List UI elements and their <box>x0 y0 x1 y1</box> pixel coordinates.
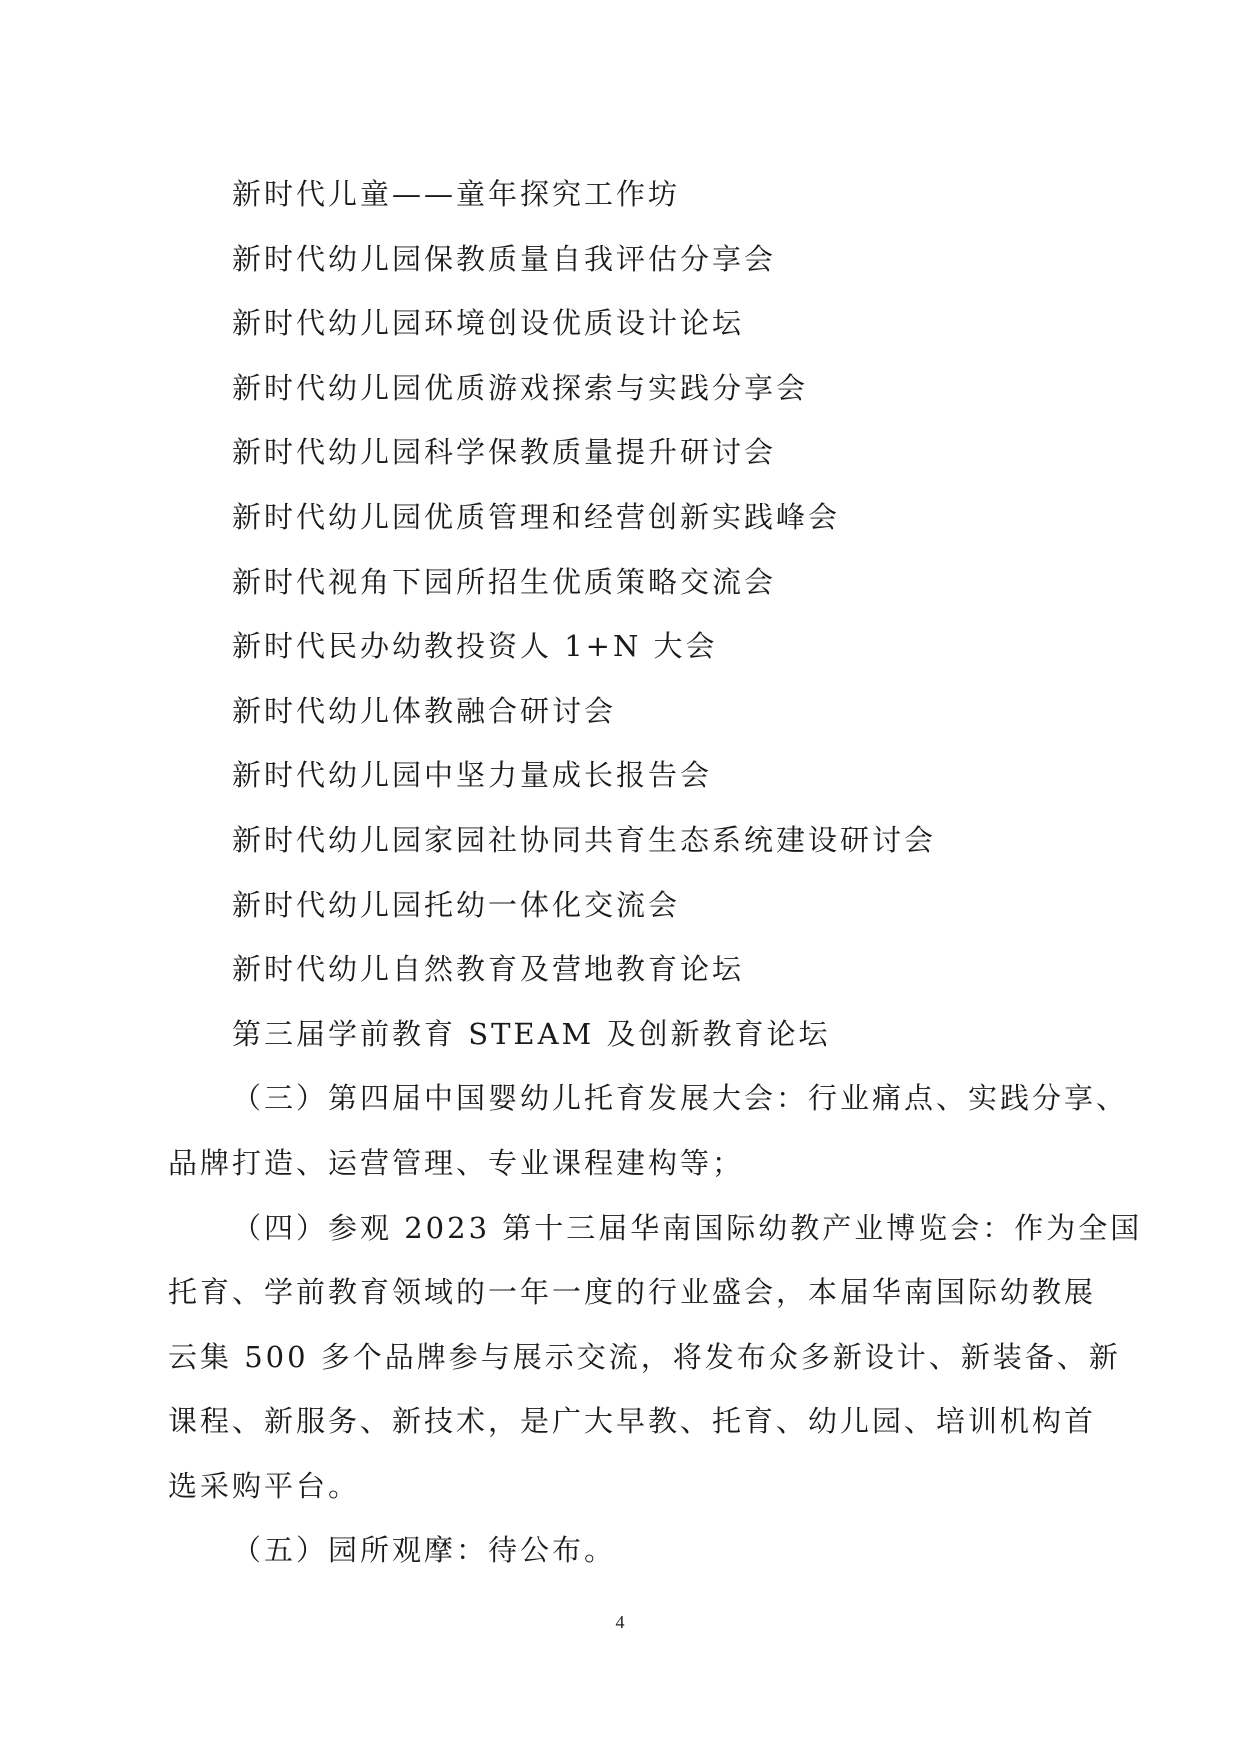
document-body <box>168 162 1143 1583</box>
forum-item: 新时代儿童——童年探究工作坊 <box>232 177 681 211</box>
paragraph-line: 托育、学前教育领域的一年一度的行业盛会，本届华南国际幼教展 <box>168 1275 1097 1310</box>
paragraph-line: （四）参观 2023 第十三届华南国际幼教产业博览会：作为全国 <box>232 1210 1143 1245</box>
forum-item: 新时代民办幼教投资人 1+N 大会 <box>232 629 718 664</box>
section-4-paragraph <box>168 1196 1143 1519</box>
forum-item: 第三届学前教育 STEAM 及创新教育论坛 <box>232 1016 831 1051</box>
forum-item: 新时代幼儿自然教育及营地教育论坛 <box>232 952 745 987</box>
forum-item: 新时代幼儿园优质游戏探索与实践分享会 <box>232 370 809 405</box>
page-number: 4 <box>615 1612 625 1632</box>
forum-item: 新时代视角下园所招生优质策略交流会 <box>232 564 777 599</box>
paragraph-line: 选采购平台。 <box>168 1468 361 1503</box>
section-3-paragraph <box>168 1066 1129 1195</box>
forum-item: 新时代幼儿园家园社协同共育生态系统建设研讨会 <box>232 822 937 857</box>
paragraph-line: 云集 500 多个品牌参与展示交流，将发布众多新设计、新装备、新 <box>168 1339 1121 1374</box>
paragraph-line: （五）园所观摩：待公布。 <box>232 1533 617 1568</box>
paragraph-line: 课程、新服务、新技术，是广大早教、托育、幼儿园、培训机构首 <box>168 1404 1097 1439</box>
forum-item: 新时代幼儿园保教质量自我评估分享会 <box>232 241 777 276</box>
section-5-paragraph <box>168 1518 1088 1583</box>
forum-item: 新时代幼儿体教融合研讨会 <box>232 693 617 728</box>
forum-item: 新时代幼儿园优质管理和经营创新实践峰会 <box>232 499 841 534</box>
paragraph-line: 品牌打造、运营管理、专业课程建构等； <box>168 1145 745 1180</box>
forum-item: 新时代幼儿园科学保教质量提升研讨会 <box>232 435 777 470</box>
forum-item: 新时代幼儿园环境创设优质设计论坛 <box>232 306 745 341</box>
forum-item: 新时代幼儿园中坚力量成长报告会 <box>232 758 713 793</box>
paragraph-line: （三）第四届中国婴幼儿托育发展大会：行业痛点、实践分享、 <box>232 1081 1129 1116</box>
forum-item: 新时代幼儿园托幼一体化交流会 <box>232 887 681 922</box>
